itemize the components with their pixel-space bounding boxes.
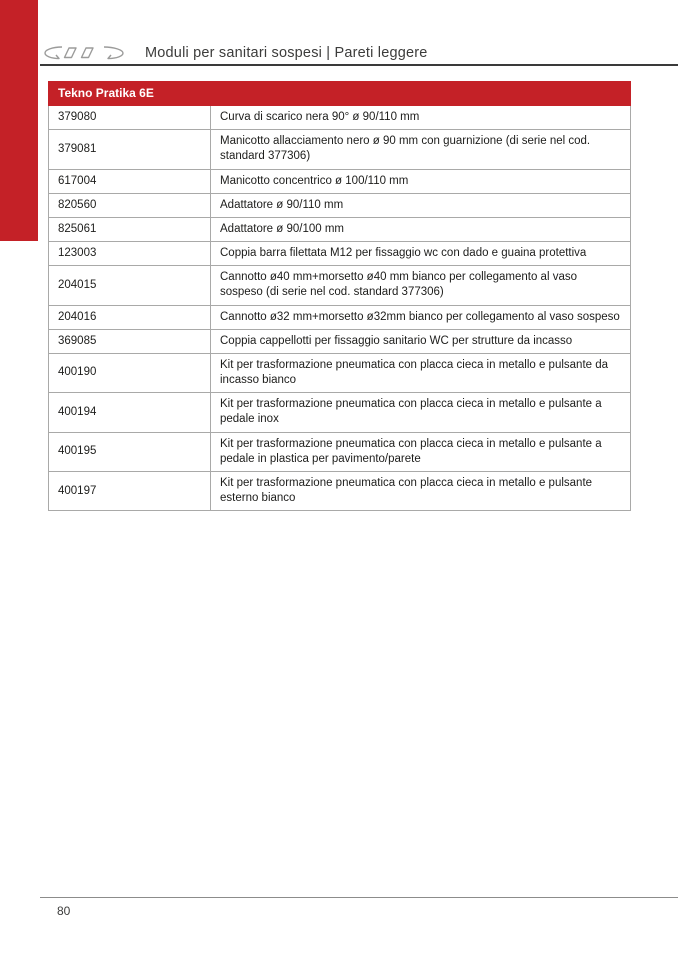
- table-row: [49, 217, 631, 241]
- table-row: [49, 130, 631, 169]
- product-code: 820560: [49, 193, 211, 217]
- product-code: 204016: [49, 305, 211, 329]
- table-row: [49, 106, 631, 130]
- table-row: [49, 169, 631, 193]
- brand-logo-icon: [42, 44, 126, 62]
- product-description: Curva di scarico nera 90° ø 90/110 mm: [211, 106, 631, 130]
- product-code: 400190: [49, 353, 211, 392]
- table-row: [49, 432, 631, 471]
- footer-divider: [40, 897, 678, 898]
- product-code: 400194: [49, 393, 211, 432]
- product-code: 400195: [49, 432, 211, 471]
- product-code: 825061: [49, 217, 211, 241]
- product-description: Coppia cappellotti per fissaggio sanitario WC per strutture da incasso: [211, 329, 631, 353]
- header-divider: [40, 64, 678, 66]
- table-row: [49, 266, 631, 305]
- table-header-label: Tekno Pratika 6E: [49, 82, 631, 106]
- table-row: [49, 193, 631, 217]
- table-row: [49, 305, 631, 329]
- table-row: [49, 353, 631, 392]
- product-description: Adattatore ø 90/100 mm: [211, 217, 631, 241]
- product-code: 204015: [49, 266, 211, 305]
- product-code: 379080: [49, 106, 211, 130]
- product-description: Kit per trasformazione pneumatica con placca cieca in metallo e pulsante da incasso bianco: [211, 353, 631, 392]
- product-description: Manicotto concentrico ø 100/110 mm: [211, 169, 631, 193]
- product-code: 400197: [49, 471, 211, 510]
- product-description: Cannotto ø40 mm+morsetto ø40 mm bianco per collegamento al vaso sospeso (di serie nel cod. standard 377306): [211, 266, 631, 305]
- product-table-container: [48, 81, 631, 511]
- product-code: 123003: [49, 242, 211, 266]
- product-code: 379081: [49, 130, 211, 169]
- product-description: Kit per trasformazione pneumatica con placca cieca in metallo e pulsante a pedale in plastica per pavimento/parete: [211, 432, 631, 471]
- product-description: Kit per trasformazione pneumatica con placca cieca in metallo e pulsante a pedale inox: [211, 393, 631, 432]
- page-number: 80: [57, 904, 71, 918]
- product-description: Adattatore ø 90/110 mm: [211, 193, 631, 217]
- product-description: Cannotto ø32 mm+morsetto ø32mm bianco per collegamento al vaso sospeso: [211, 305, 631, 329]
- table-row: [49, 242, 631, 266]
- product-code: 617004: [49, 169, 211, 193]
- product-table: [48, 81, 631, 511]
- left-accent-bar: [0, 0, 38, 241]
- table-header-row: [49, 82, 631, 106]
- page-title: Moduli per sanitari sospesi | Pareti leggere: [145, 45, 428, 61]
- table-row: [49, 329, 631, 353]
- product-code: 369085: [49, 329, 211, 353]
- product-description: Kit per trasformazione pneumatica con placca cieca in metallo e pulsante esterno bianco: [211, 471, 631, 510]
- product-description: Manicotto allacciamento nero ø 90 mm con guarnizione (di serie nel cod. standard 377306): [211, 130, 631, 169]
- table-row: [49, 471, 631, 510]
- table-body: [49, 106, 631, 511]
- table-row: [49, 393, 631, 432]
- product-description: Coppia barra filettata M12 per fissaggio wc con dado e guaina protettiva: [211, 242, 631, 266]
